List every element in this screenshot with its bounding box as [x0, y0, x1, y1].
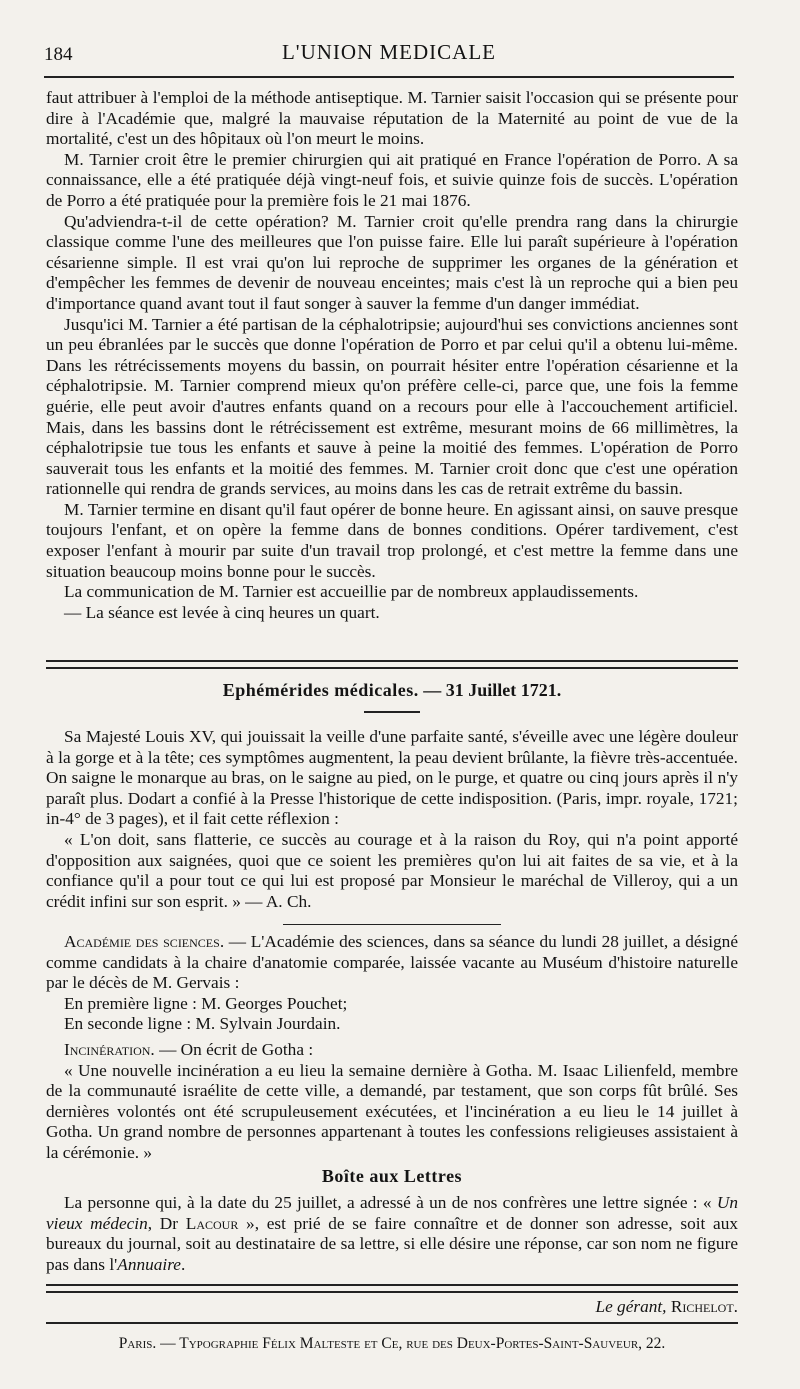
gerant-label: Le gérant,	[595, 1297, 667, 1316]
incineration-section	[46, 1040, 738, 1164]
gerant-name: Richelot.	[670, 1297, 738, 1316]
ephemerides-section	[46, 680, 738, 925]
imprint-rule	[46, 1322, 738, 1324]
running-title: L'UNION MEDICALE	[281, 40, 496, 64]
ephemerides-date: — 31 Juillet 1721.	[423, 680, 562, 700]
academie-candidate-1: En première ligne : M. Georges Pouchet;	[64, 993, 348, 1013]
ephemerides-heading	[46, 680, 738, 701]
annuaire-title: Annuaire	[117, 1254, 181, 1274]
boite-paragraph: La personne qui, à la date du 25 juillet, a adressé à un de nos confrères une lettre signée : « Un vieux médecin, Dr Lacour », est prié de se faire connaître et de donner son adresse, soit aux bureaux du journal, soit au destinataire de sa lettre, si elle désire une réponse, car son nom ne figure pas dans l'Annuaire.	[46, 1193, 738, 1274]
signature-name: Lacour	[185, 1213, 239, 1233]
article-paragraph: Jusqu'ici M. Tarnier a été partisan de la céphalotripsie; aujourd'hui ses convictions anciennes sont un peu ébranlées par le succès que donne l'opération de Porro et par celui qu'il a obtenu lui-même. Dans les rétrécissements moyens du bassin, on pourrait hésiter entre l'opération césarienne et la céphalotripsie. M. Tarnier comprend mieux qu'on préfère celle-ci, parce que, une fois la femme guérie, elle peut avoir d'autres enfants quand on a recours pour elle à l'accouchement artificiel. Mais, dans les bassins dont le rétrécissement est extrême, mesurant moins de 66 millimètres, la céphalotripsie tue tous les enfants et sauve à peine la moitié des femmes. L'opération de Porro sauverait tous les enfants et la moitié des femmes. M. Tarnier croit donc que c'est une opération rationnelle qui rendra de grands services, au moins dans les cas de retrait extrême du bassin.	[46, 314, 738, 499]
section-divider	[46, 660, 738, 669]
ephemerides-paragraph: Sa Majesté Louis XV, qui jouissait la veille d'une parfaite santé, s'éveille avec une légère douleur à la gorge et à la tête; ces symptômes augmentent, la peau devient brûlante, la fièvre très-accentuée. On saigne le monarque au bras, on le saigne au pied, on le purge, et quatre ou cinq jours après il n'y paraît plus. Dodart a confié à la Presse l'historique de cette indisposition. (Paris, impr. royale, 1721; in-4° de 3 pages), et il fait cette réflexion :	[46, 727, 738, 829]
incineration-quote: « Une nouvelle incinération a eu lieu la semaine dernière à Gotha. M. Isaac Lilienfeld, membre de la communauté israélite de cette ville, a demandé, par testament, que son corps fût brûlé. Ses dernières volontés ont été scrupuleusement exécutées, et l'incinération a eu lieu le 14 juillet à Gotha. Un grand nombre de personnes appartenant à toutes les confessions religieuses assistaient à la cérémonie. »	[46, 1060, 738, 1162]
academie-text: — L'Académie des sciences, dans sa séance du lundi 28 juillet, a désigné comme candidats à la chaire d'anatomie comparée, laissée vacante au Muséum d'histoire naturelle par le décès de M. Gervais :	[46, 932, 738, 993]
header-rule	[44, 76, 734, 78]
incineration-heading	[46, 1040, 738, 1061]
academie-label: Académie des sciences.	[64, 932, 225, 951]
page-footer	[46, 1284, 738, 1354]
academie-paragraph	[46, 932, 738, 994]
mid-rule	[283, 924, 501, 925]
short-rule	[364, 711, 420, 713]
imprint-line: Paris. — Typographie Félix Malteste et Ce, rue des Deux-Portes-Saint-Sauveur, 22.	[118, 1334, 666, 1352]
article-paragraph: M. Tarnier termine en disant qu'il faut opérer de bonne heure. En agissant ainsi, on sauve presque toujours l'enfant, et on opère la femme dans de bonnes conditions. Opérer tardivement, c'est exposer l'enfant à mourir par suite d'un travail trop prolongé, et c'est mettre la femme dans une situation beaucoup moins bonne pour le succès.	[46, 499, 738, 581]
article-paragraph: La communication de M. Tarnier est accueillie par de nombreux applaudissements.	[64, 582, 639, 602]
boite-section	[46, 1166, 738, 1275]
ephemerides-title: Ephémérides médicales.	[222, 680, 419, 700]
boite-title: Boîte aux Lettres	[321, 1166, 463, 1186]
article-paragraph: faut attribuer à l'emploi de la méthode antiseptique. M. Tarnier saisit l'occasion qui se présente pour dire à l'Académie que, malgré la mauvaise réputation de la Maternité au point de vue de la mortalité, c'est un des hôpitaux où l'on meurt le moins.	[46, 88, 738, 149]
article-paragraph: Qu'adviendra-t-il de cette opération? M. Tarnier croit qu'elle prendra rang dans la chirurgie classique comme l'une des meilleures que l'on puisse faire. Elle lui paraît supérieure à l'opération césarienne simple. Il est vrai qu'on lui reproche de supprimer les organes de la génération et d'empêcher les femmes de devenir de nouveau enceintes; mais c'est là un reproche qui a bien peu d'importance quand avant tout il faut songer à sauver la femme d'un danger immédiat.	[46, 211, 738, 313]
gerant-line	[46, 1297, 738, 1318]
double-rule	[46, 660, 738, 669]
signature-quote: Un vieux médecin	[46, 1193, 738, 1233]
ephemerides-quote: « L'on doit, sans flatterie, ce succès au courage et à la raison du Roy, qui n'a point apporté d'opposition aux saignées, quoi que ce soient les premières qu'on lui ait faites de sa vie, et à la confiance qu'il a pour tout ce qui lui est proposé par Monsieur le maréchal de Villeroy, qui a un crédit infini sur son esprit. » — A. Ch.	[46, 829, 738, 911]
academie-candidate-2: En seconde ligne : M. Sylvain Jourdain.	[64, 1014, 341, 1034]
footer-rule	[46, 1284, 738, 1293]
page-header	[44, 34, 734, 74]
article-tarnier	[46, 88, 738, 623]
academie-section	[46, 932, 738, 1035]
incineration-text: — On écrit de Gotha :	[154, 1040, 314, 1059]
article-paragraph: — La séance est levée à cinq heures un quart.	[64, 602, 380, 622]
page-number: 184	[44, 44, 73, 65]
incineration-label: Incinération.	[64, 1040, 155, 1059]
article-paragraph: M. Tarnier croit être le premier chirurgien qui ait pratiqué en France l'opération de Porro. A sa connaissance, elle a été pratiquée déjà vingt-neuf fois, et suivie quinze fois de succès. L'opération de Porro a été pratiquée pour la première fois le 21 mai 1876.	[46, 149, 738, 210]
